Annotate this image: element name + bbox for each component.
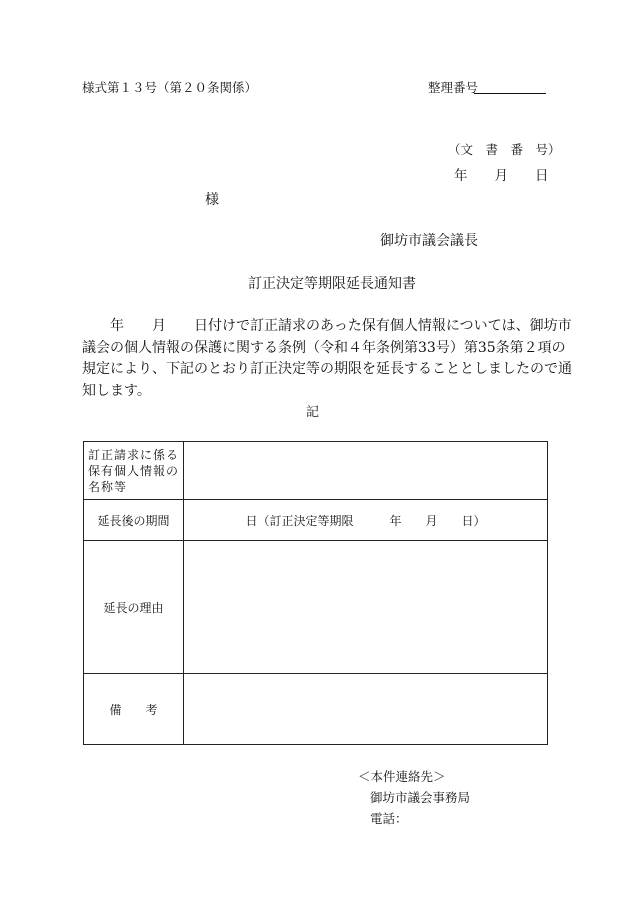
table-row <box>84 674 548 745</box>
extension-reason-label: 延長の理由 <box>84 541 184 674</box>
extension-reason-value[interactable] <box>184 541 548 674</box>
extension-period-label: 延長後の期間 <box>84 500 184 541</box>
info-name-label-line: 訂正請求に係る <box>88 447 180 462</box>
body-line: 知します。 <box>82 382 151 399</box>
contact-phone: 電話： <box>370 811 408 826</box>
table-row <box>84 442 548 500</box>
body-line: 議会の個人情報の保護に関する条例（令和４年条例第33号）第35条第２項の <box>82 339 566 356</box>
addressee: 様 <box>205 192 219 208</box>
remarks-label: 備 考 <box>84 674 184 745</box>
reference-number-label: 整理番号 <box>428 80 479 95</box>
info-name-label-line: 保有個人情報の <box>88 463 180 478</box>
document-number: （文 書 番 号） <box>448 142 561 157</box>
extension-period-value[interactable]: 日（訂正決定等期限 年 月 日） <box>184 500 548 541</box>
document-title: 訂正決定等期限延長通知書 <box>248 276 416 292</box>
ki-heading: 記 <box>306 405 320 420</box>
body-line: 年 月 日付けで訂正請求のあった保有個人情報については、御坊市 <box>82 318 572 334</box>
issue-date: 年 月 日 <box>454 168 549 184</box>
reference-number-blank <box>474 93 546 94</box>
form-number: 様式第１３号（第２０条関係） <box>82 80 258 95</box>
table-row <box>84 500 548 541</box>
table-row <box>84 541 548 674</box>
details-table <box>83 441 548 745</box>
body-text <box>82 316 572 402</box>
info-name-value[interactable] <box>184 442 548 500</box>
contact-office: 御坊市議会事務局 <box>370 790 471 805</box>
body-line: 規定により、下記のとおり訂正決定等の期限を延長することとしましたので通 <box>82 361 572 377</box>
contact-heading: ＜本件連絡先＞ <box>358 769 446 784</box>
contact-block <box>358 766 470 829</box>
sender: 御坊市議会議長 <box>380 233 478 249</box>
info-name-label-line: 名称等 <box>88 479 128 494</box>
remarks-value[interactable] <box>184 674 548 745</box>
info-name-label <box>84 442 184 500</box>
